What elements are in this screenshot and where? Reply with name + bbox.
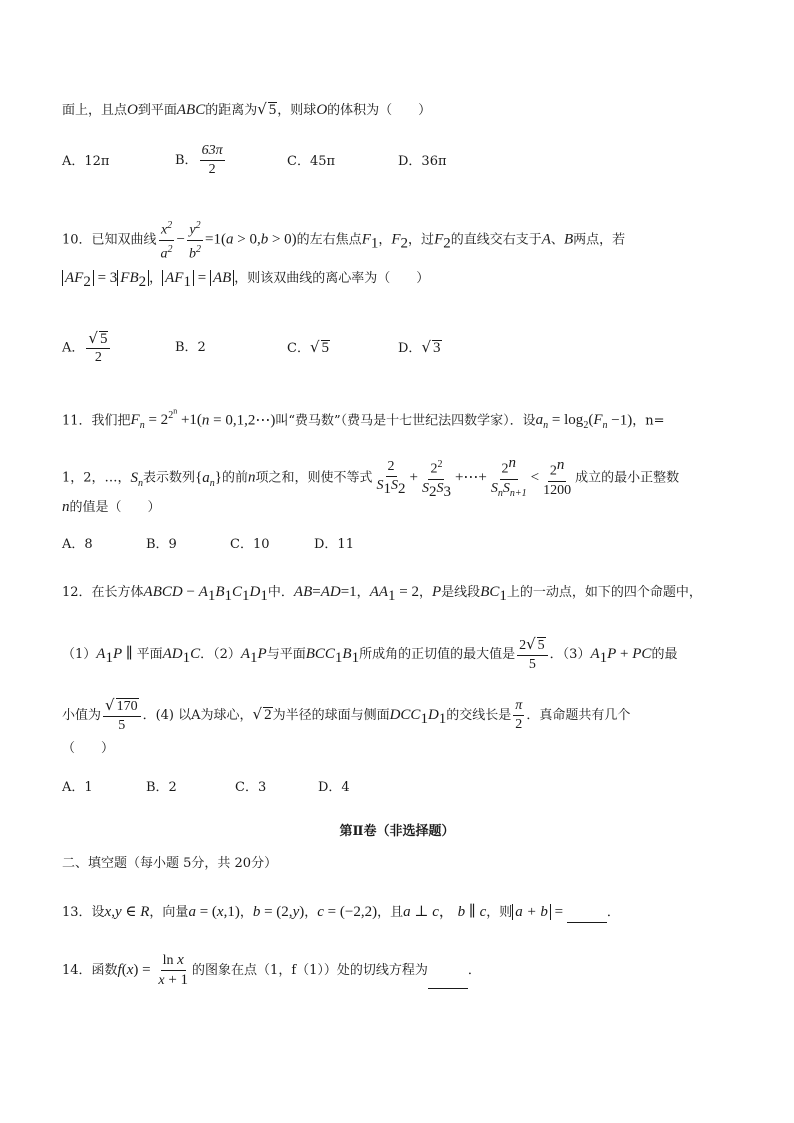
q10-option-d: D．√ 3: [398, 338, 441, 356]
answer-blank[interactable]: [428, 974, 468, 989]
q11-stem-line2: 1，2，…，$S_n$表示数列$\{a_n\}$的前n项之和，则使不等式 $\frac{2}{S_1S_2}$ + $\frac{2^2}{S_2S_3}$ +⋯+ $\frac{2^n}{S_nS_{n+1}}$ < $\frac{2^n}{1200}$ 成立的最小正整数: [62, 455, 680, 500]
text: ，则该双曲线的离心率为（ ）: [234, 271, 430, 286]
text: ，且: [377, 905, 404, 920]
numerator: 63π: [200, 143, 225, 161]
text: ，过: [408, 232, 435, 248]
text: 面上，且点: [62, 103, 128, 118]
text: 平面: [136, 647, 163, 662]
text: D．: [398, 341, 422, 356]
text: ，: [418, 585, 432, 600]
text: 与平面: [266, 647, 306, 662]
q10-option-a: A． $\frac{√ 5}{2}$: [62, 330, 112, 366]
text: 的左右焦点: [296, 232, 362, 248]
section-title: 第Ⅱ卷（非选择题）: [339, 824, 455, 839]
text: C．: [287, 341, 310, 356]
text: A．: [62, 340, 85, 356]
q9-option-c: C．45π: [287, 154, 336, 169]
text: 14．函数: [62, 963, 118, 978]
q12-stem-line1: 12．在长方体ABCD − $A_1B_1C_1D_1$中．AB=AD=1，$AA_1 = 2$，P是线段$BC_1$上的一动点，如下的四个命题中，: [62, 584, 702, 604]
text: 的最: [651, 647, 678, 662]
q12-stem-line3: 小值为 $\frac{√ 170}{5}$ ．(4) 以A为球心，√ 2为半径的球面与侧面$DCC_1D_1$的交线长是 $\frac{\pi}{2}$ ．真命题共有几个: [62, 696, 631, 733]
text: ．（2）: [200, 647, 241, 662]
q12-option-d: D．4: [318, 780, 350, 795]
q10-option-b: B．2: [175, 340, 206, 355]
text: B．: [175, 153, 198, 168]
text: ．（3）: [549, 647, 591, 662]
text: ，: [239, 905, 253, 920]
q12-option-a: A．1: [62, 780, 93, 795]
text: 两点，若: [573, 232, 626, 248]
q9-option-b: [175, 143, 227, 178]
text: ，向量: [149, 905, 189, 920]
q12-option-c: C．3: [235, 780, 267, 795]
text: 11．我们把: [62, 413, 131, 429]
q9-stem: 面上，且点O到平面ABC的距离为√ 5，则球O的体积为（ ）: [62, 100, 432, 118]
text: 成立的最小正整数: [575, 470, 680, 486]
text: 的直线交右支于: [450, 232, 542, 248]
text: ，则球: [277, 103, 317, 118]
q9-option-d: D．36π: [398, 154, 447, 169]
q11-option-c: C．10: [230, 537, 270, 552]
answer-blank[interactable]: [567, 908, 607, 923]
q10-option-c: C．√ 5: [287, 338, 330, 356]
section-heading: 二、填空题（每小题 5分，共 20分）: [62, 856, 278, 871]
text: 的交线长是: [446, 708, 512, 723]
q11-stem-line1: 11．我们把$F_n = 2^{2^n} +1(n$ = 0,1,2⋯)叫“费马数”（费马是十七世纪法四数学家）．设$a_n = \log_2(F_n -1)$，n=: [62, 407, 665, 432]
text: 项之和，则使不等式: [255, 470, 373, 486]
q12-stem-line4: （ ）: [62, 741, 115, 756]
text: ，: [304, 905, 318, 920]
q12-stem-line2: $(1)A_1P$ ∥ 平面$AD_1C$．$(2)A_1P$与平面$BCC_1B_1$所成角的正切值的最大值是 $\frac{2√ 5}{5}$ ．$(3)A_1P$ + PC的最: [62, 635, 678, 672]
text: 的体积为（ ）: [327, 103, 432, 118]
q10-stem-line1: 10．已知双曲线 $\frac{x^2}{a^2}$ − $\frac{y^2}{b^2}$ =1(a > 0,b > 0)的左右焦点$F_1$，$F_2$，过$F_2$的直线交右支于A、B两点，若: [62, 220, 626, 262]
text: ，则: [486, 905, 513, 920]
text: 表示数列: [143, 470, 196, 486]
q11-option-d: D．11: [314, 537, 354, 552]
text: 中．: [267, 585, 294, 600]
q11-option-a: A．8: [62, 537, 93, 552]
q10-stem-line2: $AF_2 = 3$ $FB_2$ ， $AF_1$ = AB ，则该双曲线的离心率为（ ）: [62, 268, 429, 292]
text: ，n=: [632, 413, 665, 429]
text: ．(4) 以A为球心，: [142, 708, 253, 723]
text: 的距离为: [205, 103, 258, 118]
q9-option-a: A．12π: [62, 154, 110, 169]
text: 12．在长方体: [62, 585, 144, 600]
q11-stem-line3: n的值是（ ）: [62, 499, 161, 515]
q13-stem: 13．设x,y ∈ R，向量a = (x,1)，b = (2,y)，c = (−2,2)，且a ⊥ c， b ∥ c，则 a + b = ．: [62, 902, 620, 923]
q12-option-b: B．2: [146, 780, 177, 795]
text: （1）: [62, 647, 97, 662]
denominator: 2: [208, 162, 216, 177]
text: 上的一动点，如下的四个命题中，: [506, 585, 702, 600]
text: 1，2，…，: [62, 470, 131, 486]
text: ．: [467, 963, 481, 978]
text: 的值是（ ）: [69, 500, 161, 515]
text: 13．设: [62, 905, 105, 920]
text: 10．已知双曲线: [62, 232, 157, 248]
text: 所成角的正切值的最大值是: [359, 647, 516, 662]
q14-stem: 14．函数f(x) = $\frac{\text{ln x}}{x + 1}$ 的图象在点（1，f（1））处的切线方程为 ．: [62, 952, 481, 988]
text: ．: [606, 905, 620, 920]
text: 的前: [221, 470, 248, 486]
text: 是线段: [441, 585, 481, 600]
text: 为半径的球面与侧面: [272, 708, 390, 723]
text: 叫“费马数”（费马是十七世纪法四数学家）．设: [275, 413, 536, 429]
text: 的图象在点（1，f（1））处的切线方程为: [192, 963, 428, 978]
text: 到平面: [137, 103, 177, 118]
text: 小值为: [62, 708, 102, 723]
text: ．真命题共有几个: [526, 708, 631, 723]
q11-option-b: B．9: [146, 537, 177, 552]
